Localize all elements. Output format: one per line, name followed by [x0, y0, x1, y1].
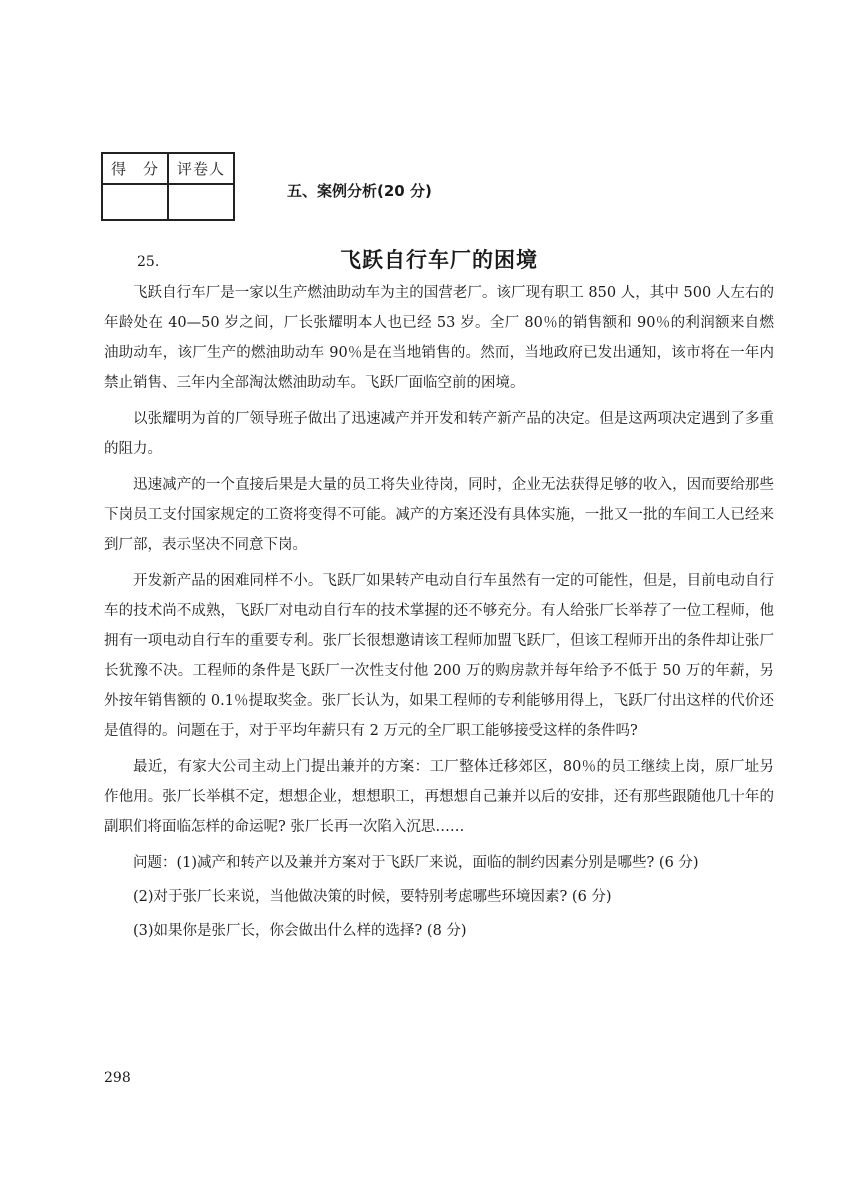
case-title: 飞跃自行车厂的困境 [340, 248, 538, 272]
question-item: (3)如果你是张厂长，你会做出什么样的选择? (8 分) [133, 923, 467, 939]
case-body [104, 278, 774, 950]
grader-label: 评卷人 [168, 153, 234, 184]
section-title: 五、案例分析(20 分) [287, 182, 432, 200]
question-item: (2)对于张厂长来说，当他做决策的时候，要特别考虑哪些环境因素? (6 分) [133, 889, 612, 905]
question-number: 25. [137, 254, 160, 270]
grader-cell [168, 184, 234, 220]
page-number: 298 [104, 1070, 131, 1086]
case-paragraph: 以张耀明为首的厂领导班子做出了迅速减产并开发和转产新产品的决定。但是这两项决定遇到了多重的阻力。 [104, 411, 774, 457]
question-item: 问题：(1)减产和转产以及兼并方案对于飞跃厂来说，面临的制约因素分别是哪些? (6 分) [133, 855, 699, 871]
case-paragraph: 飞跃自行车厂是一家以生产燃油助动车为主的国营老厂。该厂现有职工 850 人，其中 500 人左右的年龄处在 40—50 岁之间，厂长张耀明本人也已经 53 岁。全厂 80％的销售额和 90％的利润额来自燃油助动车，该厂生产的燃油助动车 90％是在当地销售的。然而，当地政府已发出通知，该市将在一年内禁止销售、三年内全部淘汰燃油助动车。飞跃厂面临空前的困境。 [104, 285, 774, 391]
case-paragraph: 最近，有家大公司主动上门提出兼并的方案：工厂整体迁移郊区，80％的员工继续上岗，原厂址另作他用。张厂长举棋不定，想想企业，想想职工，再想想自己兼并以后的安排，还有那些跟随他几十年的副职们将面临怎样的命运呢? 张厂长再一次陷入沉思…… [104, 759, 774, 835]
case-paragraph: 迅速减产的一个直接后果是大量的员工将失业待岗，同时，企业无法获得足够的收入，因而要给那些下岗员工支付国家规定的工资将变得不可能。减产的方案还没有具体实施，一批又一批的车间工人已经来到厂部，表示坚决不同意下岗。 [104, 477, 774, 553]
score-label: 得 分 [102, 153, 168, 184]
case-paragraph: 开发新产品的困难同样不小。飞跃厂如果转产电动自行车虽然有一定的可能性，但是，目前电动自行车的技术尚不成熟，飞跃厂对电动自行车的技术掌握的还不够充分。有人给张厂长举荐了一位工程师，他拥有一项电动自行车的重要专利。张厂长很想邀请该工程师加盟飞跃厂，但该工程师开出的条件却让张厂长犹豫不决。工程师的条件是飞跃厂一次性支付他 200 万的购房款并每年给予不低于 50 万的年薪，另外按年销售额的 0.1％提取奖金。张厂长认为，如果工程师的专利能够用得上，飞跃厂付出这样的代价还是值得的。问题在于，对于平均年薪只有 2 万元的全厂职工能够接受这样的条件吗? [104, 573, 774, 739]
score-table [101, 152, 235, 221]
score-cell [102, 184, 168, 220]
